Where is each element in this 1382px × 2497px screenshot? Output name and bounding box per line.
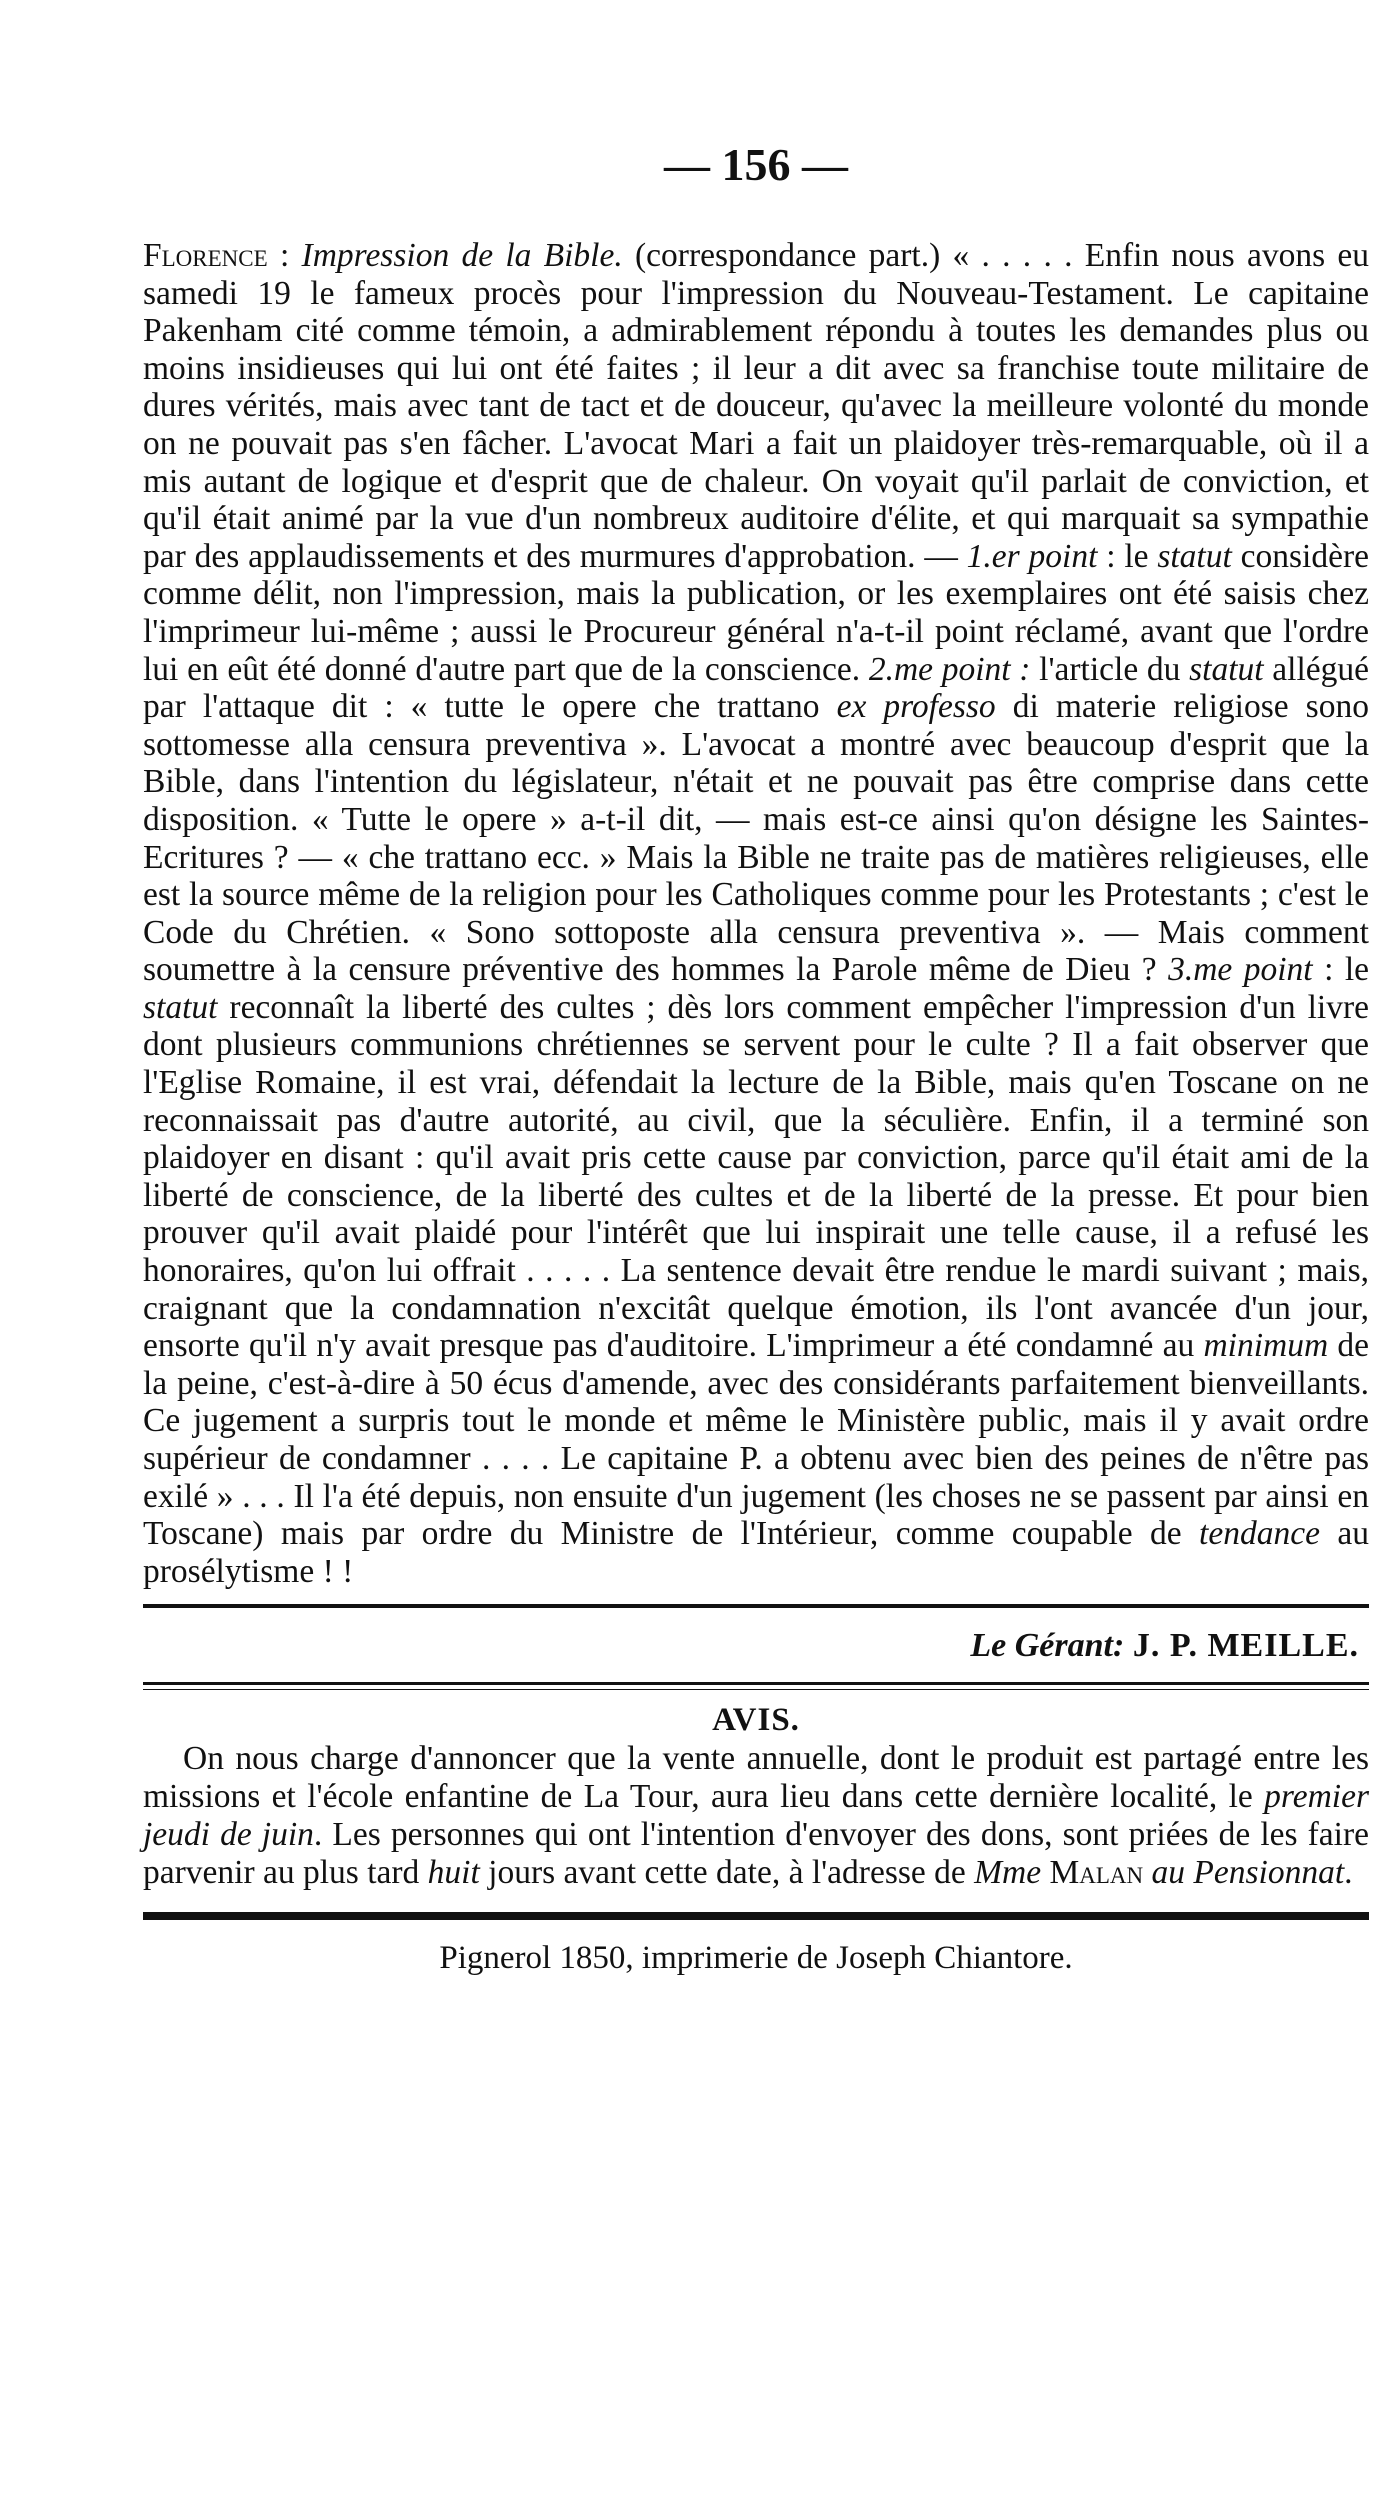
notice-emph-3: Mme: [974, 1853, 1042, 1891]
article-emph-9: tendance: [1199, 1515, 1320, 1553]
notice-text-4: .: [1344, 1853, 1353, 1891]
article-text-5: allégué par l'attaque dit : « tutte le opere che trattano: [143, 650, 1370, 726]
notice-text-2: . Les personnes qui ont l'intention d'envoyer des dons, sont priées de les faire parvenir au plus tard: [143, 1815, 1369, 1891]
article-emph-1: 1.er point: [966, 537, 1098, 575]
notice-title: AVIS.: [712, 1702, 800, 1739]
article-emph-6: 3.me point: [1168, 951, 1313, 989]
article-florence: [143, 237, 1369, 1590]
article-text-3: considère comme délit, non l'impression, mais la publication, or les exemplaires ont été saisis chez l'imprimeur lui-même ; aussi le Procureur général n'a-t-il point réclamé, avant que l'ordre lui en eût été donné d'autre part que de la conscience.: [143, 537, 1369, 688]
article-text-2: : le: [1097, 537, 1158, 575]
article-emph-2: statut: [1157, 537, 1232, 575]
gerant-name: J. P. MEILLE.: [1132, 1627, 1359, 1665]
gerant-label: Le Gérant:: [970, 1627, 1125, 1665]
notice-text-3: jours avant cette date, à l'adresse de: [479, 1853, 975, 1891]
article-emph-8: minimum: [1203, 1327, 1329, 1365]
bottom-rule: [143, 1912, 1369, 1920]
notice-smallcaps: Malan: [1041, 1853, 1152, 1891]
article-text-9: de la peine, c'est-à-dire à 50 écus d'amende, avec des considérants parfaitement bienveillants. Ce jugement a surpris tout le monde et même le Ministère public, mais il y avait ordre supérieur de condamner . . . . Le capitaine P. a obtenu avec bien des peines de n'être pas exilé » . . . Il l'a été depuis, non ensuite d'un jugement (les choses ne se passent par ainsi en Toscane) mais par ordre du Ministre de l'Intérieur, comme coupable de: [143, 1327, 1369, 1553]
article-emph-4: statut: [1189, 650, 1264, 688]
notice-body: [143, 1740, 1369, 1891]
article-title: Impression de la Bible.: [301, 237, 623, 274]
separator-rule: [143, 1604, 1369, 1608]
article-emph-7: statut: [143, 988, 218, 1026]
article-text-1: (correspondance part.) « . . . . . Enfin nous avons eu samedi 19 le fameux procès pour l'impression du Nouveau-Testament. Le capitaine Pakenham cité comme témoin, a admirablement répondu à toutes les demandes plus ou moins insidieuses qui lui ont été faites ; il leur a dit avec sa franchise toute militaire de dures vérités, mais avec tant de tact et de douceur, qu'avec la meilleure volonté du monde on ne pouvait pas s'en fâcher. L'avocat Mari a fait un plaidoyer très-remarquable, où il a mis autant de logique et d'esprit que de chaleur. On voyait qu'il parlait de conviction, et qu'il était animé par la vue d'un nombreux auditoire d'élite, et qui marquait sa sympathie par des applaudissements et des murmures d'approbation. —: [143, 237, 1370, 575]
printer-imprint: Pignerol 1850, imprimerie de Joseph Chiantore.: [439, 1939, 1073, 1976]
document-page: [143, 135, 1369, 1980]
article-text-10: au prosélytisme ! !: [143, 1515, 1369, 1590]
article-text-8: reconnaît la liberté des cultes ; dès lors comment empêcher l'impression d'un livre dont plusieurs communions chrétiennes se servent pour le culte ? Il a fait observer que l'Eglise Romaine, il est vrai, défendait la lecture de la Bible, mais qu'en Toscane on ne reconnaissait pas d'autre autorité, au civil, que la séculière. Enfin, il a terminé son plaidoyer en disant : qu'il avait pris cette cause par conviction, parce qu'il était ami de la liberté de conscience, de la liberté des cultes et de la liberté de la presse. Et pour bien prouver qu'il avait plaidé pour l'intérêt que lui inspirait une telle cause, il a refusé les honoraires, qu'on lui offrait . . . . . La sentence devait être rendue le mardi suivant ; mais, craignant que la condamnation n'excitât quelque émotion, ils l'ont avancée d'un jour, ensorte qu'il n'y avait presque pas d'auditoire. L'imprimeur a été condamné au: [143, 988, 1369, 1365]
notice-emph-4: au Pensionnat: [1151, 1853, 1345, 1891]
notice-emph-2: huit: [427, 1853, 480, 1891]
article-text-4: l'article du: [1030, 650, 1190, 688]
article-text-7: : le: [1312, 951, 1370, 989]
article-lead: Florence :: [143, 237, 290, 274]
signature-line: [143, 1616, 1359, 1676]
article-emph-5: ex professo: [836, 688, 996, 726]
article-text-6: di materie religiose sono sottomesse alla censura preventiva ». L'avocat a montré avec beaucoup d'esprit que la Bible, dans l'intention du législateur, n'était et ne pouvait pas être comprise dans cette disposition. « Tutte le opere » a-t-il dit, — mais est-ce ainsi qu'on désigne les Saintes-Ecritures ? — « che trattano ecc. » Mais la Bible ne traite pas de matières religieuses, elle est la source même de la religion pour les Catholiques comme pour les Protestants ; c'est le Code du Chrétien. « Sono sottoposte alla censura preventiva ». — Mais comment soumettre à la censure préventive des hommes la Parole même de Dieu ?: [143, 688, 1369, 989]
notice-emph-1: premier jeudi de juin: [143, 1778, 1369, 1853]
page-number: — 156 —: [664, 139, 848, 190]
article-emph-3: 2.me point :: [868, 650, 1031, 688]
notice-text-1: On nous charge d'annoncer que la vente annuelle, dont le produit est partagé entre les missions et l'école enfantine de La Tour, aura lieu dans cette dernière localité, le: [143, 1740, 1369, 1816]
separator-double-rule: [143, 1682, 1369, 1690]
